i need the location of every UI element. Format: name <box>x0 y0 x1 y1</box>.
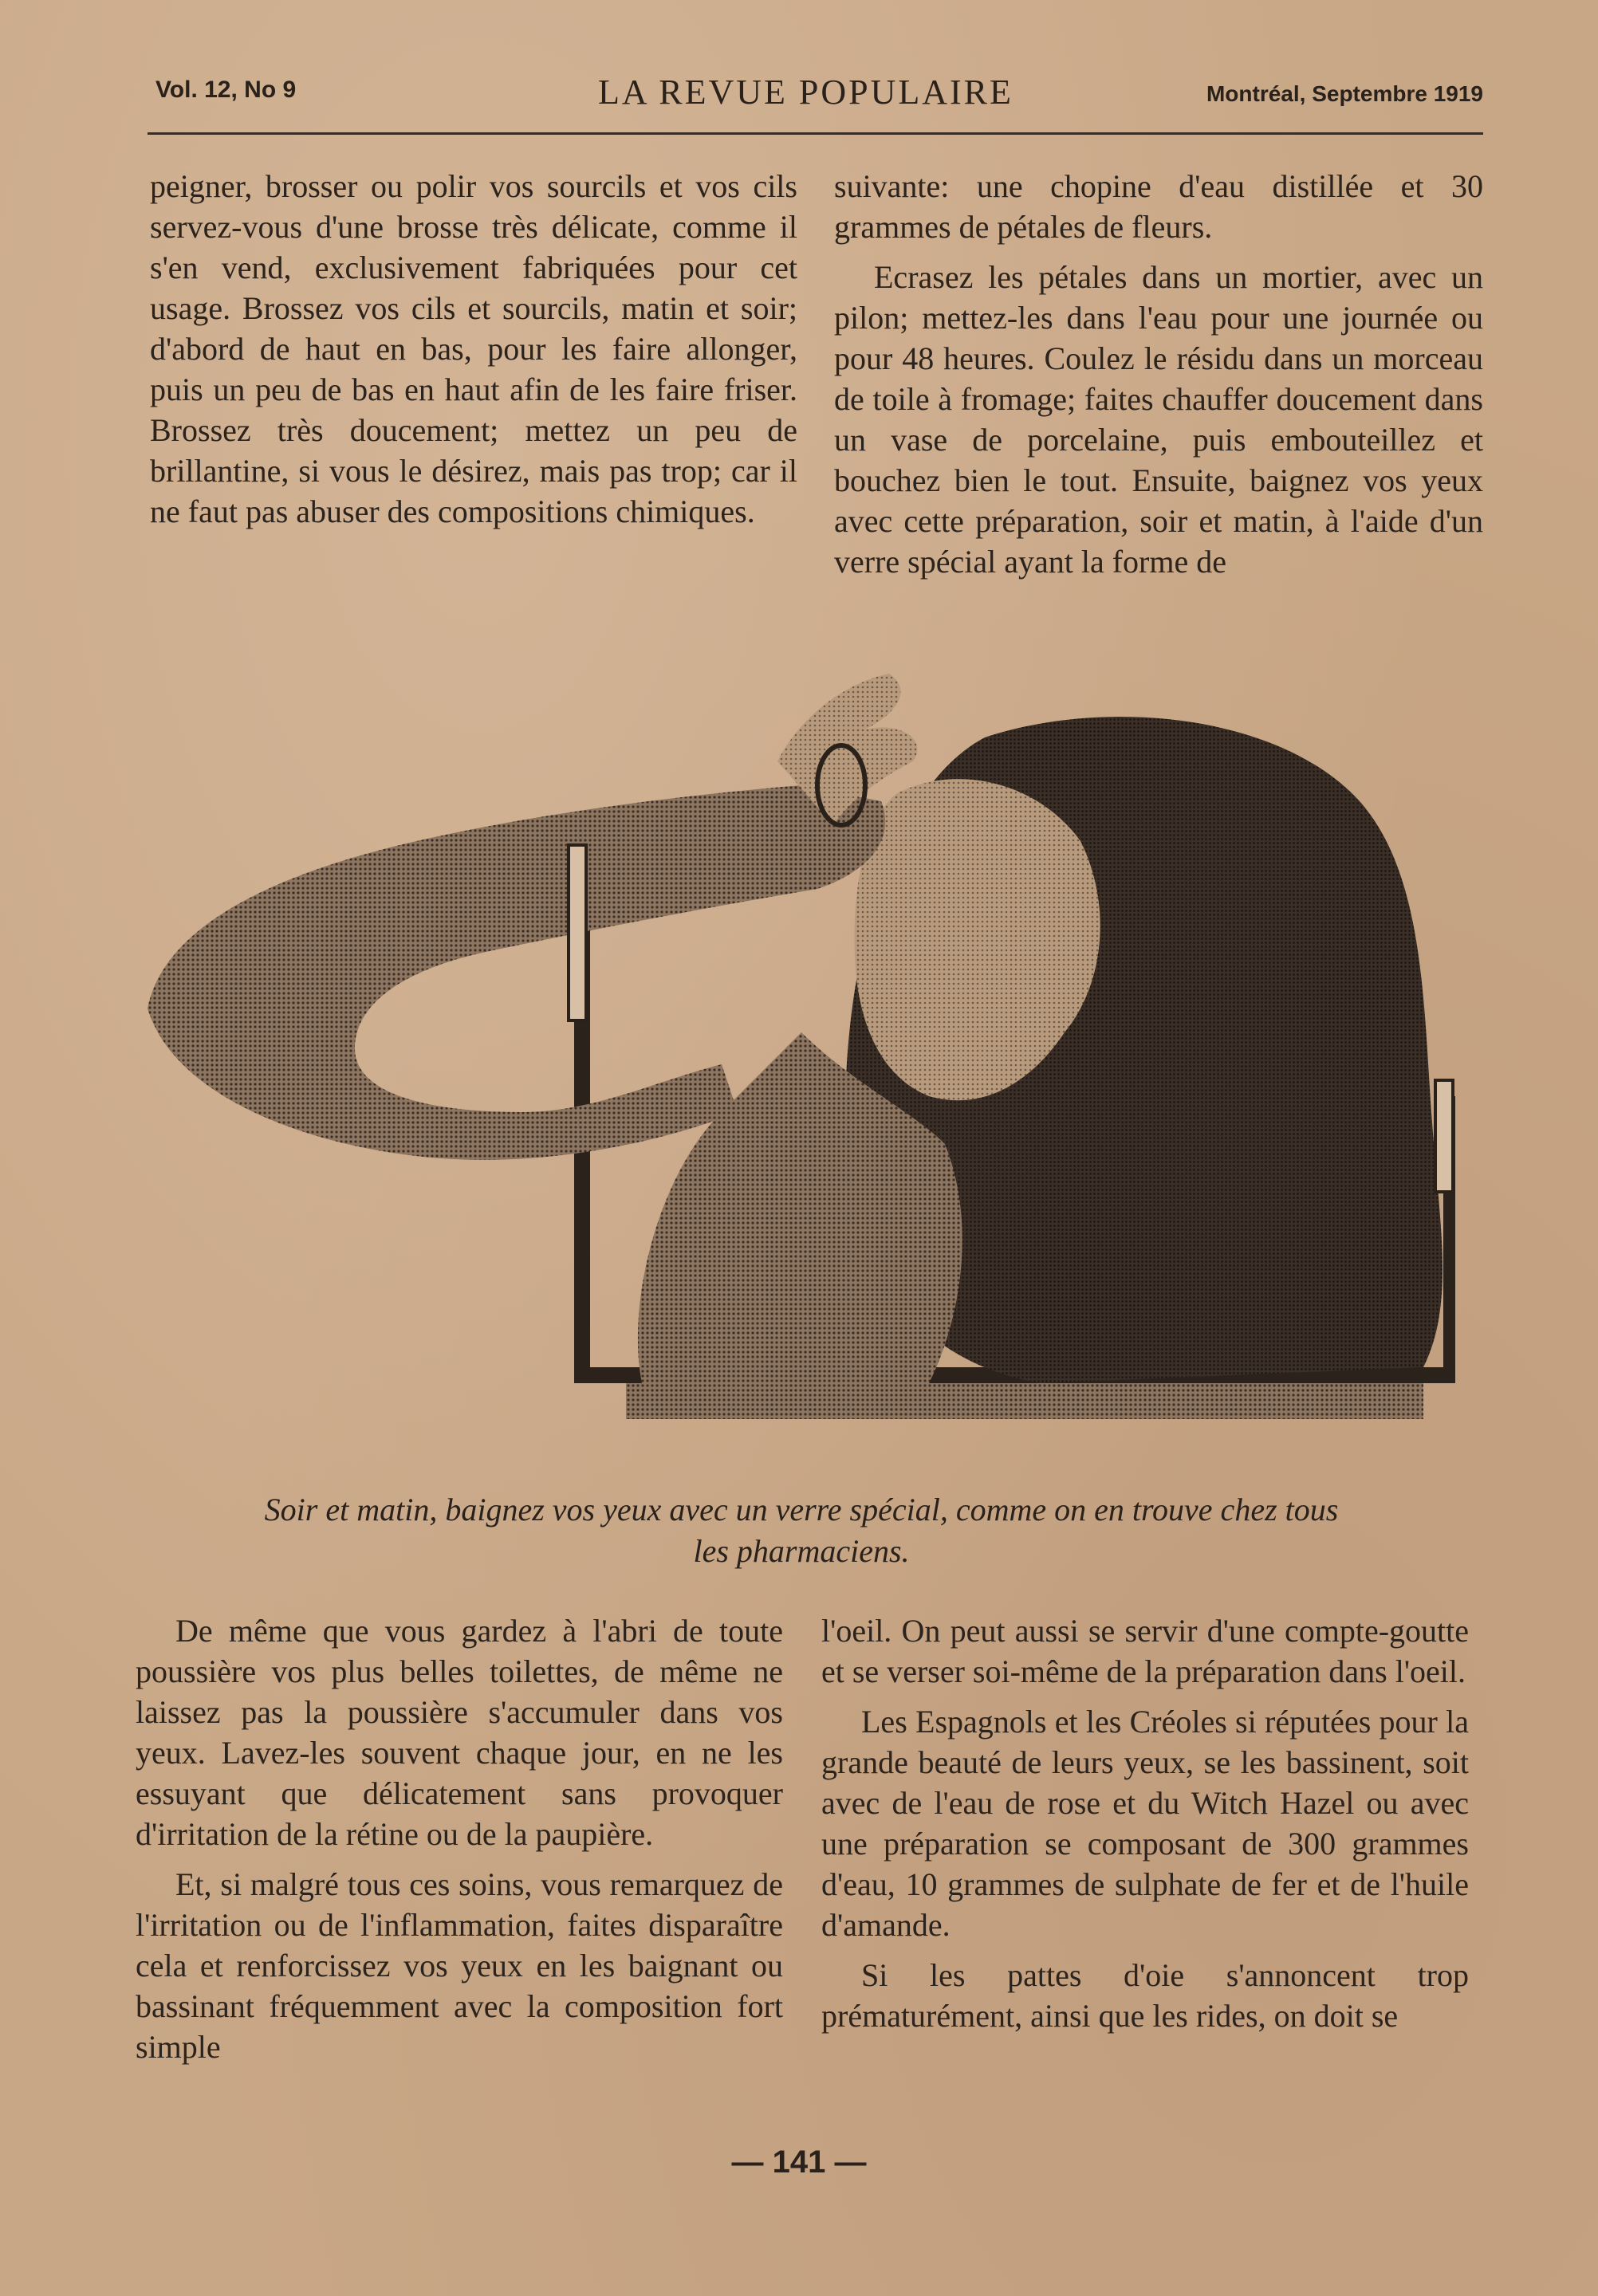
paragraph: suivante: une chopine d'eau distillée et 30 grammes de pétales de fleurs. <box>834 168 1483 245</box>
publication-title: LA REVUE POPULAIRE <box>598 73 1014 112</box>
paragraph: Les Espagnols et les Créoles si réputées pour la grande beauté de leurs yeux, se les bassinent, soit avec de l'eau de rose et du Witch Hazel ou avec une préparation se composant de 300 grammes d'eau, 10 grammes de sulphate de fer et de l'huile d'amande. <box>821 1704 1469 1943</box>
figure-caption <box>140 1489 1463 1572</box>
eye-bath-halftone-image <box>148 666 1471 1467</box>
paragraph: Et, si malgré tous ces soins, vous remarquez de l'irritation ou de l'inflammation, faites disparaître cela et renforcissez vos yeux en les baignant ou bassinant fréquemment avec la composition fort simple <box>136 1866 783 2065</box>
volume-number: Vol. 12, No 9 <box>155 77 297 103</box>
paragraph: Si les pattes d'oie s'annoncent trop prématurément, ainsi que les rides, on doit se <box>821 1957 1469 2034</box>
paragraph: l'oeil. On peut aussi se servir d'une compte-goutte et se verser soi-même de la préparation dans l'oeil. <box>821 1613 1469 1689</box>
page-number: — 141 — <box>731 2145 867 2180</box>
illustration-woman-eye-bath <box>148 666 1471 1467</box>
header-rule <box>148 132 1483 135</box>
caption-line: les pharmaciens. <box>693 1533 910 1569</box>
paragraph: Ecrasez les pétales dans un mortier, avec un pilon; mettez-les dans l'eau pour une journée ou pour 48 heures. Coulez le résidu dans un morceau de toile à fromage; faites chauffer doucement dans un vase de porcelaine, puis embouteillez et bouchez bien le tout. Ensuite, baignez vos yeux avec cette préparation, soir et matin, à l'aide d'un verre spécial ayant la forme de <box>834 259 1483 580</box>
column-top-left <box>150 166 797 532</box>
paragraph: peigner, brosser ou polir vos sourcils et vos cils servez-vous d'une brosse très délicate, comme il s'en vend, exclusivement fabriquées pour cet usage. Brossez vos cils et sourcils, matin et soir; d'abord de haut en bas, pour les faire allonger, puis un peu de bas en haut afin de les faire friser. Brossez très doucement; mettez un peu de brillantine, si vous le désirez, mais pas trop; car il ne faut pas abuser des compositions chimiques. <box>150 168 797 529</box>
column-top-right <box>834 166 1483 582</box>
issue-date: Montréal, Septembre 1919 <box>1206 81 1483 106</box>
column-bottom-left <box>136 1610 783 2067</box>
caption-line: Soir et matin, baignez vos yeux avec un verre spécial, comme on en trouve chez tous <box>264 1492 1339 1527</box>
page-header <box>155 73 1483 124</box>
paragraph: De même que vous gardez à l'abri de toute poussière vos plus belles toilettes, de même ne laissez pas la poussière s'accumuler dans vos yeux. Lavez-les souvent chaque jour, en ne les essuyant que délicatement sans provoquer d'irritation de la rétine ou de la paupière. <box>136 1613 783 1852</box>
column-bottom-right <box>821 1610 1469 2036</box>
